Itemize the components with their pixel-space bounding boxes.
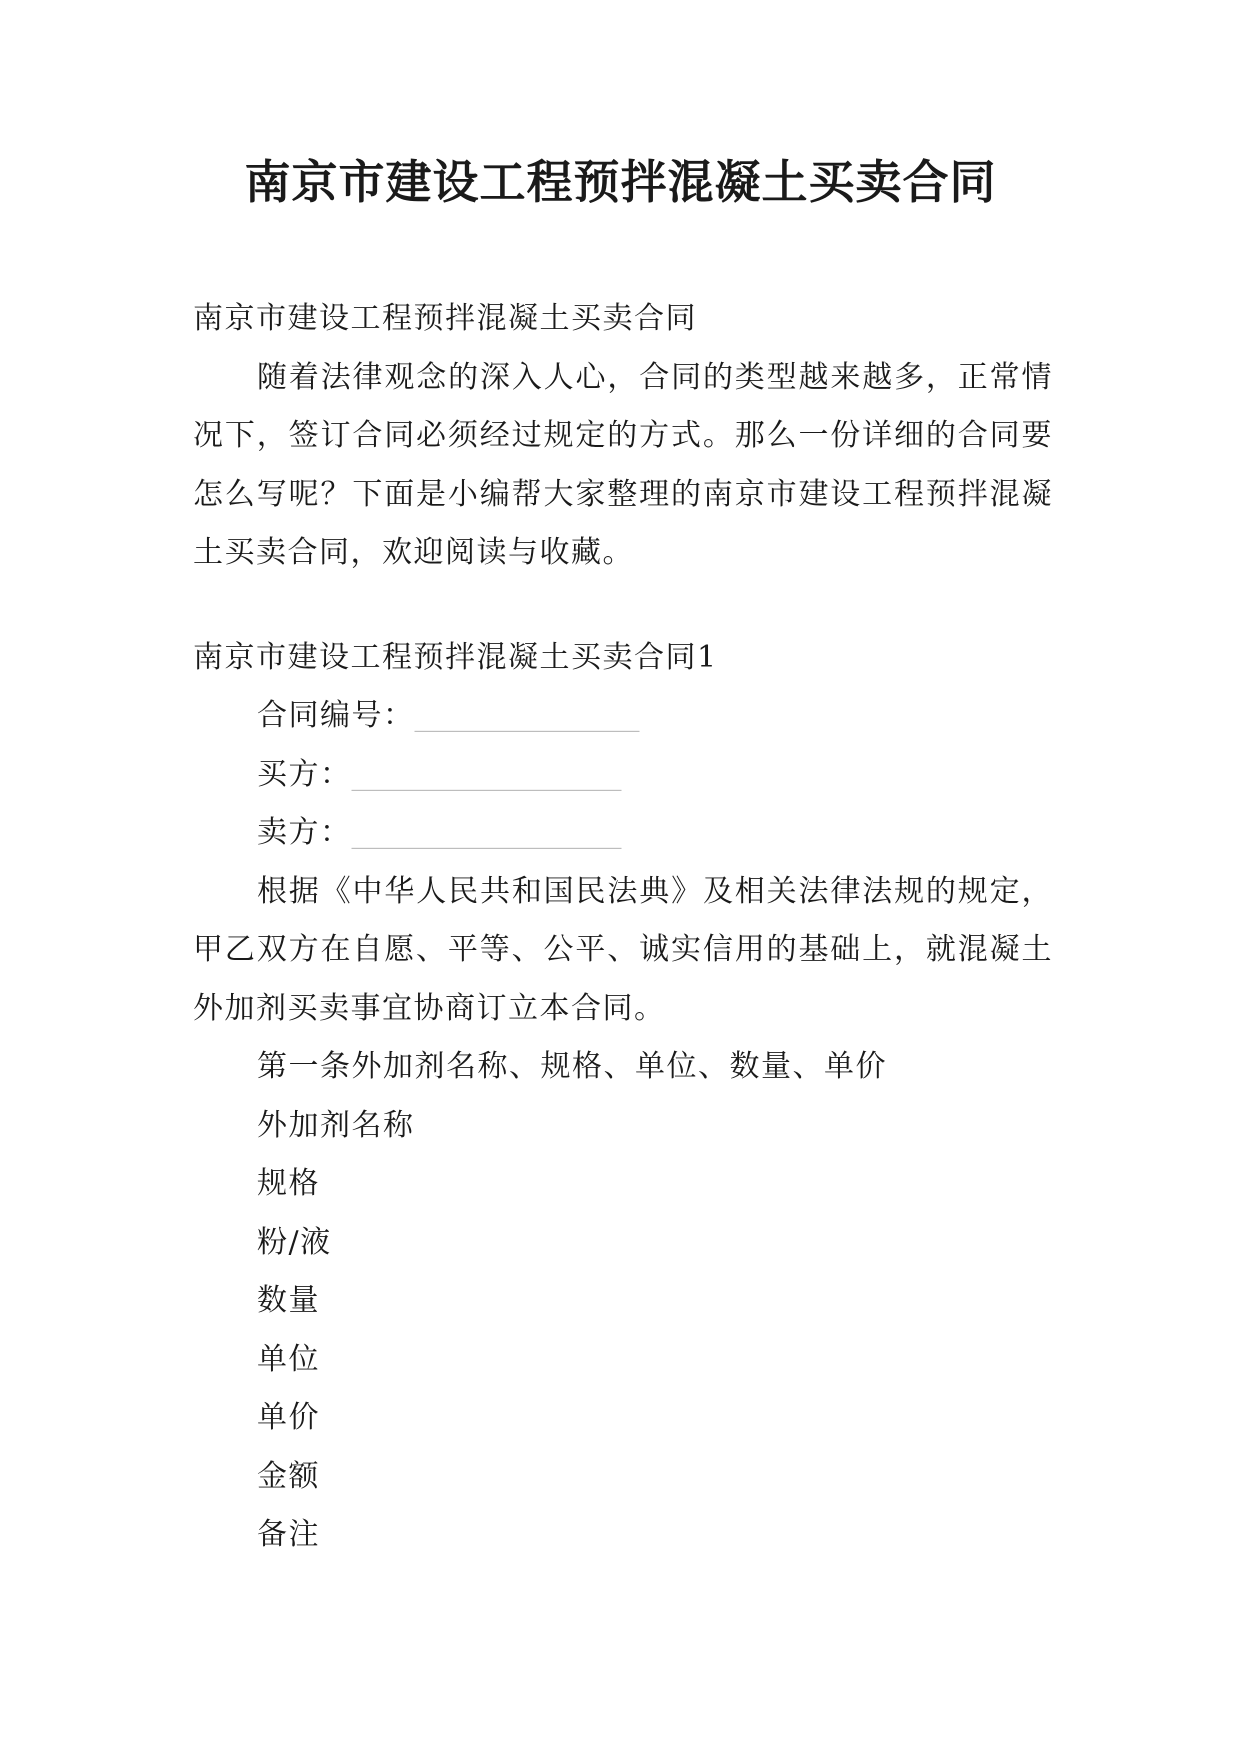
table-field-item: 备注 — [257, 1517, 320, 1552]
section-heading: 南京市建设工程预拌混凝土买卖合同1 — [193, 639, 718, 675]
article-heading: 第一条外加剂名称、规格、单位、数量、单价 — [257, 1049, 887, 1084]
contract-number-blank: _______________ — [414, 698, 640, 733]
document-body — [193, 290, 1053, 1565]
table-field-item: 外加剂名称 — [257, 1107, 415, 1143]
seller-label: 卖方： — [257, 815, 352, 850]
paragraph-gap — [193, 583, 1053, 629]
basis-paragraph: 根据《中华人民共和国民法典》及相关法律法规的规定，甲乙双方在自愿、平等、公平、诚实信用的基础上，就混凝土外加剂买卖事宜协商订立本合同。 — [193, 873, 1053, 1026]
table-field-item: 数量 — [257, 1283, 320, 1318]
document-heading: 南京市建设工程预拌混凝土买卖合同 — [193, 301, 697, 336]
contract-number-field — [193, 687, 1053, 746]
seller-field — [193, 804, 1053, 863]
buyer-blank: __________________ — [351, 756, 622, 792]
table-field-item: 金额 — [257, 1458, 320, 1494]
buyer-label: 买方： — [257, 756, 352, 792]
table-field-item: 单价 — [257, 1400, 320, 1435]
table-field-item: 规格 — [257, 1166, 320, 1201]
intro-paragraph: 随着法律观念的深入人心，合同的类型越来越多，正常情况下，签订合同必须经过规定的方式。那么一份详细的合同要怎么写呢？下面是小编帮大家整理的南京市建设工程预拌混凝土买卖合同，欢迎阅读与收藏。 — [193, 359, 1053, 570]
contract-number-label: 合同编号： — [257, 698, 415, 733]
buyer-field — [193, 746, 1053, 805]
document-title: 南京市建设工程预拌混凝土买卖合同 — [244, 155, 997, 209]
seller-blank: __________________ — [351, 815, 622, 850]
table-field-item: 单位 — [257, 1341, 320, 1377]
table-field-item: 粉/液 — [257, 1224, 332, 1260]
